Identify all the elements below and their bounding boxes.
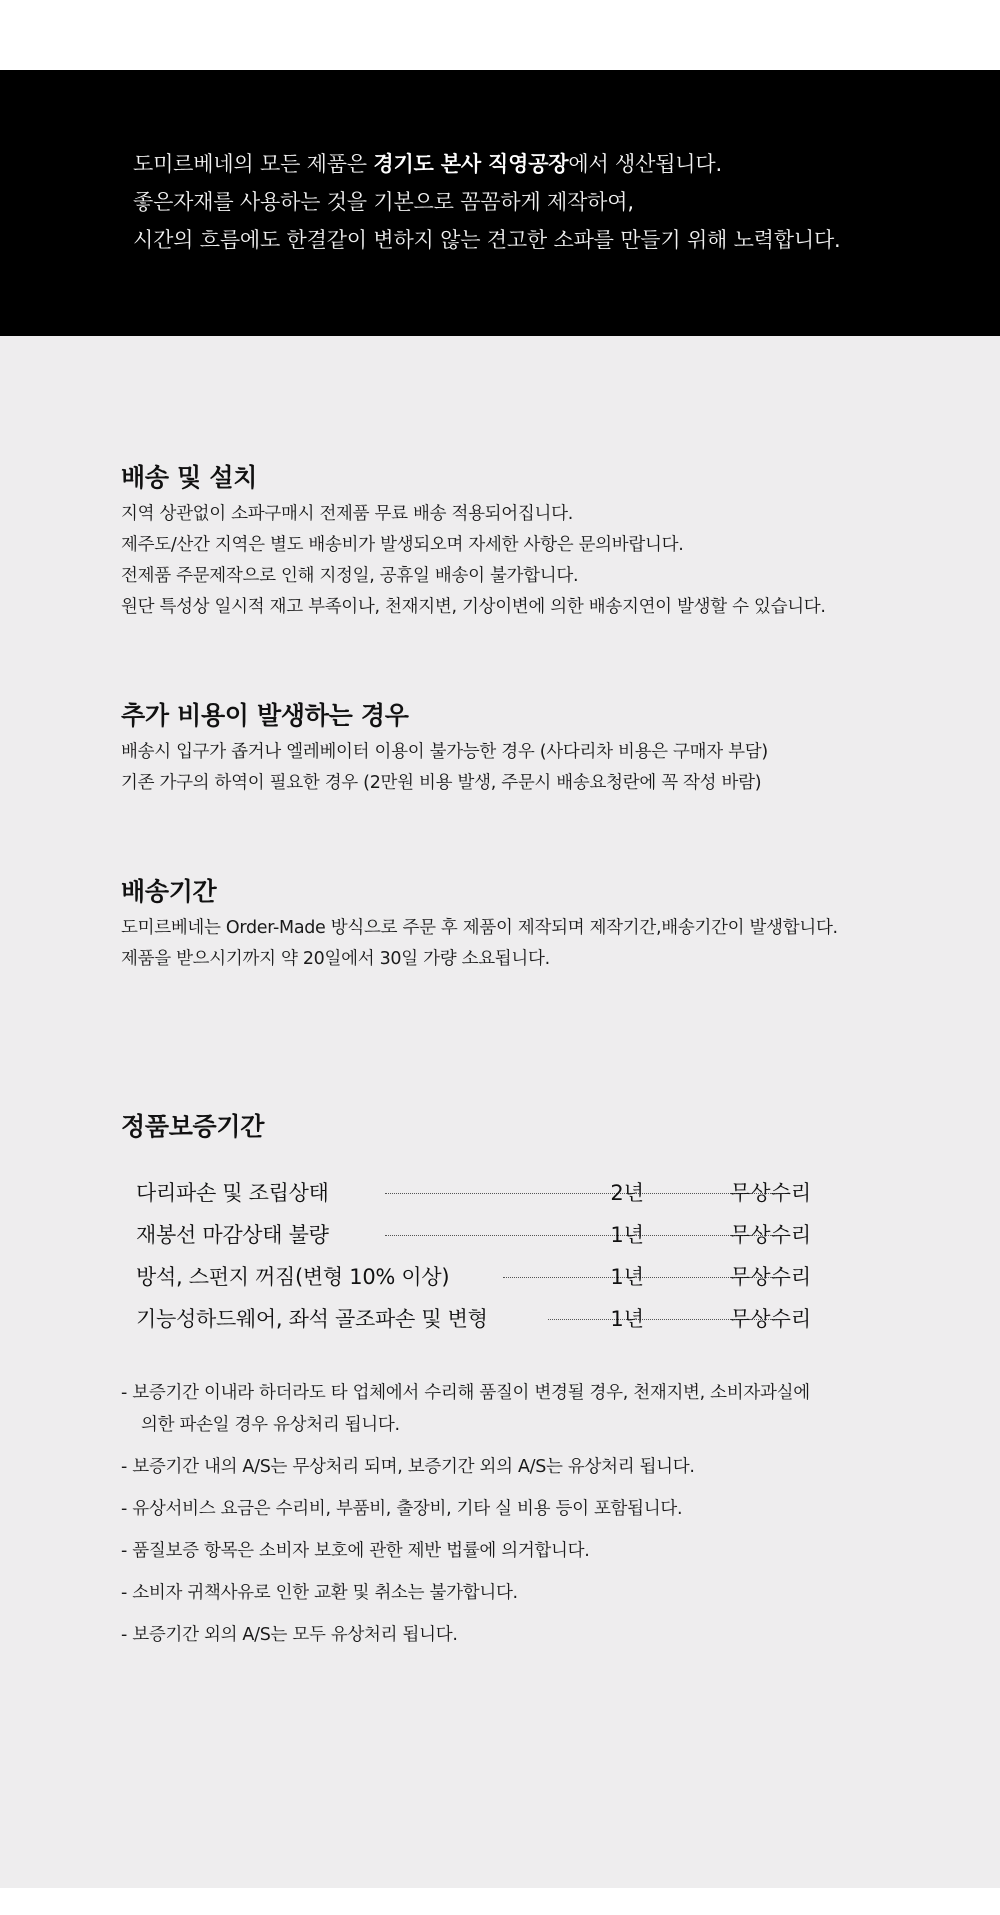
- warranty-years: 2년: [610, 1181, 644, 1205]
- warranty-item: 방석, 스펀지 꺼짐(변형 10% 이상): [136, 1265, 450, 1289]
- dotted-leader: [385, 1235, 777, 1236]
- warranty-item: 기능성하드웨어, 좌석 골조파손 및 변형: [136, 1307, 488, 1331]
- shipping-line-1: 지역 상관없이 소파구매시 전제품 무료 배송 적용되어집니다.: [121, 504, 573, 524]
- intro-line-1-end: 에서 생산됩니다.: [568, 152, 722, 176]
- warranty-note-1: - 보증기간 이내라 하더라도 타 업체에서 수리해 품질이 변경될 경우, 천재지변, 소비자과실에: [121, 1383, 810, 1403]
- shipping-line-4: 원단 특성상 일시적 재고 부족이나, 천재지변, 기상이변에 의한 배송지연이 발생할 수 있습니다.: [121, 597, 826, 617]
- warranty-note-4: - 품질보증 항목은 소비자 보호에 관한 제반 법률에 의거합니다.: [121, 1541, 590, 1561]
- intro-line-1-highlight: 경기도 본사 직영공장: [373, 152, 569, 176]
- intro-line-2: 좋은자재를 사용하는 것을 기본으로 꼼꼼하게 제작하여,: [133, 190, 634, 214]
- extra-cost-line-2: 기존 가구의 하역이 필요한 경우 (2만원 비용 발생, 주문시 배송요청란에 꼭 작성 바람): [121, 773, 762, 793]
- shipping-title: 배송 및 설치: [121, 463, 258, 492]
- warranty-item: 재봉선 마감상태 불량: [136, 1223, 329, 1247]
- warranty-repair: 무상수리: [730, 1223, 812, 1247]
- delivery-period-line-1: 도미르베네는 Order-Made 방식으로 주문 후 제품이 제작되며 제작기간,배송기간이 발생합니다.: [121, 918, 838, 938]
- warranty-note-6: - 보증기간 외의 A/S는 모두 유상처리 됩니다.: [121, 1625, 458, 1645]
- warranty-row: [136, 1304, 816, 1334]
- intro-line-1-start: 도미르베네의 모든 제품은: [133, 152, 374, 176]
- warranty-years: 1년: [610, 1265, 644, 1289]
- warranty-note-1-cont: 의한 파손일 경우 유상처리 됩니다.: [141, 1415, 400, 1435]
- intro-banner: [0, 70, 1000, 336]
- warranty-note-3: - 유상서비스 요금은 수리비, 부품비, 출장비, 기타 실 비용 등이 포함됩니다.: [121, 1499, 683, 1519]
- warranty-years: 1년: [610, 1307, 644, 1331]
- warranty-title: 정품보증기간: [121, 1112, 265, 1141]
- warranty-note-5: - 소비자 귀책사유로 인한 교환 및 취소는 불가합니다.: [121, 1583, 518, 1603]
- delivery-period-line-2: 제품을 받으시기까지 약 20일에서 30일 가량 소요됩니다.: [121, 949, 550, 969]
- warranty-note-2: - 보증기간 내의 A/S는 무상처리 되며, 보증기간 외의 A/S는 유상처리 됩니다.: [121, 1457, 695, 1477]
- warranty-repair: 무상수리: [730, 1181, 812, 1205]
- intro-line-1: [133, 150, 722, 178]
- shipping-line-2: 제주도/산간 지역은 별도 배송비가 발생되오며 자세한 사항은 문의바랍니다.: [121, 535, 684, 555]
- warranty-row: [136, 1262, 816, 1292]
- warranty-repair: 무상수리: [730, 1265, 812, 1289]
- warranty-row: [136, 1178, 816, 1208]
- warranty-years: 1년: [610, 1223, 644, 1247]
- intro-line-3: 시간의 흐름에도 한결같이 변하지 않는 견고한 소파를 만들기 위해 노력합니다.: [133, 228, 841, 252]
- warranty-row: [136, 1220, 816, 1250]
- extra-cost-line-1: 배송시 입구가 좁거나 엘레베이터 이용이 불가능한 경우 (사다리차 비용은 구매자 부담): [121, 742, 768, 762]
- delivery-period-title: 배송기간: [121, 877, 217, 906]
- warranty-repair: 무상수리: [730, 1307, 812, 1331]
- warranty-item: 다리파손 및 조립상태: [136, 1181, 329, 1205]
- shipping-line-3: 전제품 주문제작으로 인해 지정일, 공휴일 배송이 불가합니다.: [121, 566, 579, 586]
- dotted-leader: [385, 1193, 777, 1194]
- extra-cost-title: 추가 비용이 발생하는 경우: [121, 701, 409, 730]
